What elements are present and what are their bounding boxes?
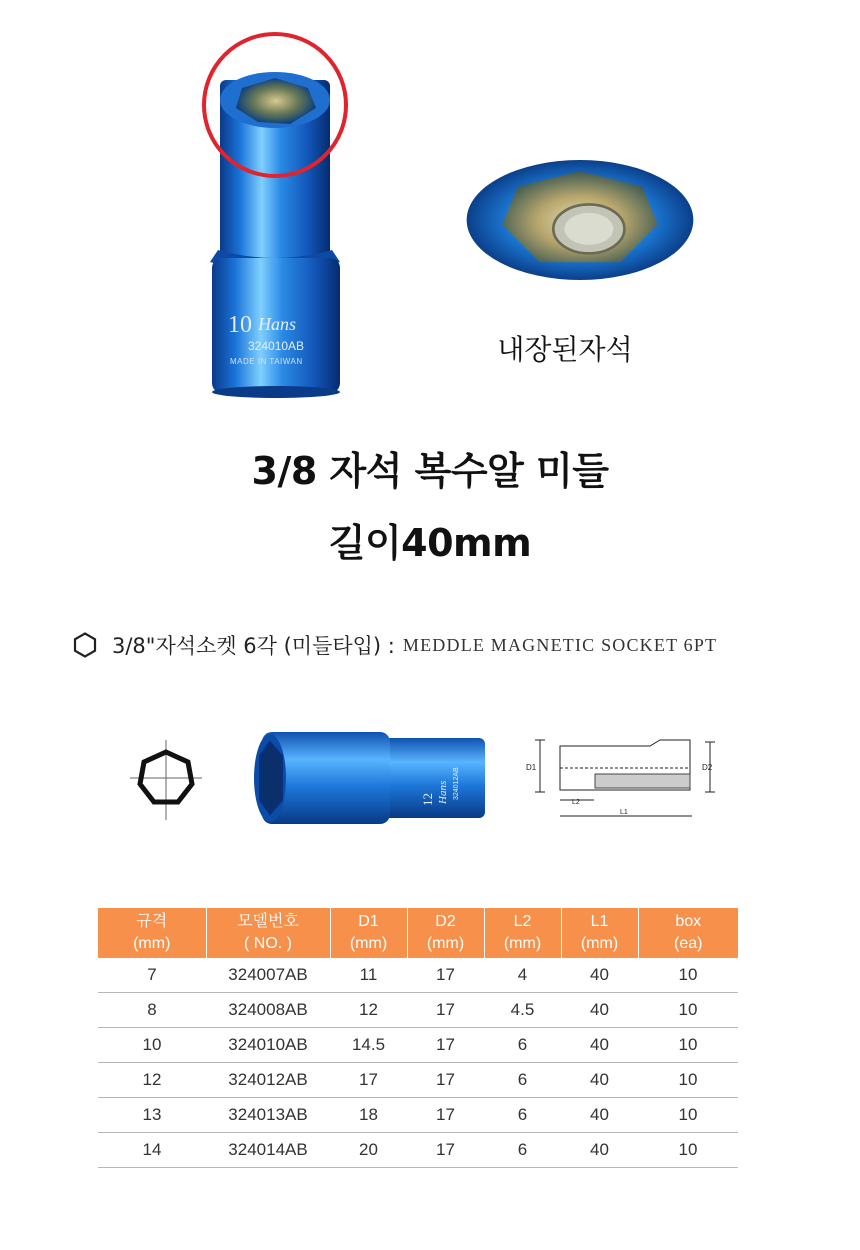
header-box: box (ea) xyxy=(638,908,738,958)
socket-end-view xyxy=(130,740,202,820)
spec-table xyxy=(98,908,738,1168)
header-model-no: 모델번호 ( NO. ) xyxy=(206,908,330,958)
product-title: 3/8 자석 복수알 미들 xyxy=(251,449,609,493)
hexagon-icon xyxy=(72,632,98,658)
label-d1: D1 xyxy=(526,763,537,772)
header-d2: D2 (mm) xyxy=(407,908,484,958)
table-row: 12 324012AB 17 17 6 40 10 xyxy=(98,1063,738,1098)
origin-mark: MADE IN TAIWAN xyxy=(230,357,303,366)
header-d1: D1 (mm) xyxy=(330,908,407,958)
table-row: 7 324007AB 11 17 4 40 10 xyxy=(98,958,738,993)
model-mark: 324010AB xyxy=(248,339,305,353)
socket-photo xyxy=(200,30,360,400)
label-d2: D2 xyxy=(702,763,713,772)
table-row: 14 324014AB 20 17 6 40 10 xyxy=(98,1133,738,1168)
table-header-row xyxy=(98,908,738,958)
header-size: 규격 (mm) xyxy=(98,908,206,958)
technical-drawings xyxy=(120,720,720,830)
table-row: 10 324010AB 14.5 17 6 40 10 xyxy=(98,1028,738,1063)
table-row: 8 324008AB 12 17 4.5 40 10 xyxy=(98,993,738,1028)
spec-heading-english: MEDDLE MAGNETIC SOCKET 6PT xyxy=(402,634,718,655)
header-l2: L2 (mm) xyxy=(484,908,561,958)
socket-side-view xyxy=(254,732,485,824)
label-l2: L2 xyxy=(572,799,580,806)
spec-heading xyxy=(72,628,717,662)
label-l1: L1 xyxy=(620,809,628,816)
dimension-diagram xyxy=(535,740,715,816)
header-l1: L1 (mm) xyxy=(561,908,638,958)
inner-magnet-photo xyxy=(460,130,700,310)
product-length: 길이40mm xyxy=(328,521,532,565)
table-row: 13 324013AB 18 17 6 40 10 xyxy=(98,1098,738,1133)
inner-magnet-caption: 내장된자석 xyxy=(497,333,633,366)
spec-heading-korean: 3/8"자석소켓 6각 (미들타입) : xyxy=(112,634,395,658)
socket-size-mark: 10 xyxy=(228,312,252,338)
side-model-mark: 324012AB xyxy=(453,767,460,800)
side-size-mark: 12 xyxy=(420,793,435,806)
brand-mark: Hans xyxy=(258,314,297,334)
side-brand-mark: Hans xyxy=(437,780,449,804)
